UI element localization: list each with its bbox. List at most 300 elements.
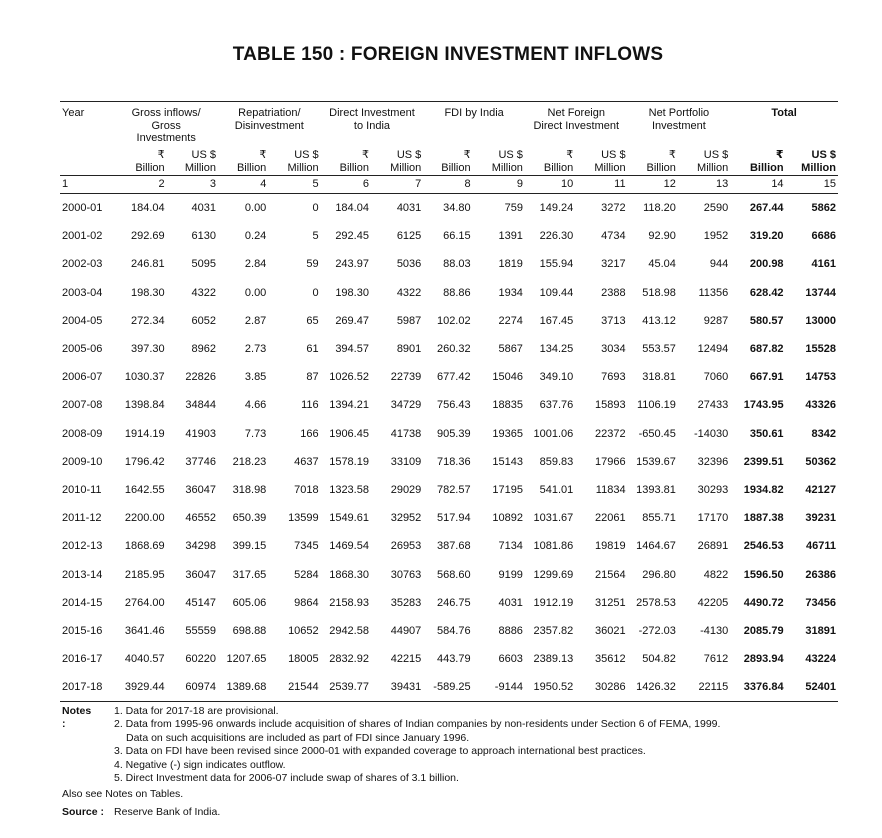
table-row [60, 673, 838, 701]
value-cell: 317.65 [232, 568, 267, 581]
value-cell: 1081.86 [533, 540, 574, 553]
value-cell: 15143 [492, 455, 523, 468]
value-cell: 568.60 [436, 568, 471, 581]
value-cell: 2590 [703, 202, 729, 215]
value-cell: 6686 [811, 230, 836, 243]
group-header-repatriation: Repatriation/ Disinvestment [234, 107, 304, 132]
table-row [60, 476, 838, 504]
value-cell: 5284 [294, 568, 319, 581]
unit-header-cell: ₹ Billion [749, 149, 784, 174]
column-number-cell: 6 [362, 178, 369, 190]
value-cell: 29029 [390, 483, 422, 496]
value-cell: 8342 [811, 427, 836, 440]
value-cell: 1026.52 [329, 371, 369, 384]
value-cell: 66.15 [443, 230, 471, 243]
value-cell: 349.10 [539, 371, 574, 384]
value-cell: 17195 [492, 483, 523, 496]
value-cell: 4322 [396, 286, 422, 299]
value-cell: 35283 [390, 596, 422, 609]
value-cell: 8962 [191, 343, 216, 356]
table-row [60, 617, 838, 645]
value-cell: 4040.57 [124, 653, 165, 666]
year-cell: 2006-07 [62, 371, 103, 384]
year-cell: 2012-13 [62, 540, 103, 553]
value-cell: 2.73 [244, 343, 267, 356]
value-cell: 1819 [498, 258, 523, 271]
value-cell: 1323.58 [329, 483, 369, 496]
note-item: 2. Data from 1995-96 onwards include acquisition of shares of Indian companies by non-residents under Section 6 of FEMA, 1999. [114, 718, 721, 731]
year-cell: 2010-11 [62, 483, 102, 496]
value-cell: 2546.53 [743, 540, 784, 553]
value-cell: 27433 [697, 399, 729, 412]
value-cell: -4130 [700, 624, 729, 637]
value-cell: 45.04 [648, 258, 676, 271]
value-cell: 1299.69 [533, 568, 574, 581]
value-cell: 35612 [594, 653, 626, 666]
value-cell: 855.71 [642, 512, 676, 525]
value-cell: 15893 [594, 399, 626, 412]
table-body [60, 194, 838, 702]
value-cell: 9864 [294, 596, 319, 609]
value-cell: 198.30 [131, 286, 165, 299]
value-cell: 2388 [601, 286, 626, 299]
value-cell: 4734 [601, 230, 626, 243]
table-row [60, 222, 838, 250]
value-cell: 2.87 [244, 314, 267, 327]
value-cell: 37746 [185, 455, 216, 468]
source-line [62, 806, 220, 818]
unit-header-row [60, 147, 838, 176]
value-cell: 7134 [498, 540, 523, 553]
value-cell: 5987 [396, 314, 422, 327]
table-row [60, 420, 838, 448]
notes-label: Notes : [62, 705, 92, 731]
note-item: 5. Direct Investment data for 2006-07 include swap of shares of 3.1 billion. [114, 772, 459, 785]
year-cell: 2009-10 [62, 455, 103, 468]
value-cell: 2.84 [244, 258, 267, 271]
value-cell: 718.36 [436, 455, 471, 468]
value-cell: 34729 [390, 399, 422, 412]
source-text: Reserve Bank of India. [114, 806, 221, 818]
column-number-cell: 13 [715, 178, 729, 190]
value-cell: 1549.61 [329, 512, 369, 525]
unit-header-cell: US $ Million [801, 149, 836, 174]
value-cell: 41738 [390, 427, 422, 440]
value-cell: 7612 [703, 653, 729, 666]
value-cell: 87 [306, 371, 319, 384]
value-cell: -589.25 [433, 681, 471, 694]
column-number-cell: 5 [312, 178, 319, 190]
value-cell: 10652 [288, 624, 319, 637]
value-cell: 7060 [703, 371, 729, 384]
value-cell: 11356 [698, 286, 729, 299]
value-cell: 1796.42 [124, 455, 165, 468]
value-cell: 6052 [191, 314, 216, 327]
value-cell: 1950.52 [533, 681, 574, 694]
value-cell: 1393.81 [636, 483, 676, 496]
value-cell: 8901 [396, 343, 422, 356]
value-cell: 36047 [185, 483, 216, 496]
value-cell: 59 [306, 258, 319, 271]
value-cell: 296.80 [642, 568, 676, 581]
value-cell: 218.23 [232, 455, 267, 468]
value-cell: 30286 [594, 681, 626, 694]
value-cell: 756.43 [436, 399, 471, 412]
value-cell: 413.12 [642, 314, 676, 327]
value-cell: 318.98 [232, 483, 267, 496]
value-cell: 1868.69 [124, 540, 165, 553]
unit-header-cell: ₹ Billion [135, 149, 165, 174]
value-cell: 2389.13 [533, 653, 574, 666]
value-cell: 13000 [805, 314, 836, 327]
value-cell: 541.01 [539, 483, 574, 496]
value-cell: 60220 [185, 653, 216, 666]
also-see-note: Also see Notes on Tables. [62, 788, 184, 800]
value-cell: 1031.67 [533, 512, 574, 525]
column-number-cell: 11 [614, 178, 626, 190]
value-cell: 44907 [390, 624, 422, 637]
value-cell: 26953 [390, 540, 422, 553]
source-label: Source : [62, 806, 105, 818]
value-cell: 944 [709, 258, 729, 271]
value-cell: 1030.37 [124, 371, 165, 384]
value-cell: 88.86 [443, 286, 471, 299]
value-cell: 52401 [805, 681, 836, 694]
value-cell: 2185.95 [124, 568, 165, 581]
table-row [60, 279, 838, 307]
value-cell: 55559 [185, 624, 216, 637]
value-cell: 4322 [191, 286, 216, 299]
table-row [60, 504, 838, 532]
value-cell: 15528 [805, 343, 836, 356]
group-header-total: Total [771, 107, 797, 119]
note-item: 4. Negative (-) sign indicates outflow. [114, 758, 286, 771]
value-cell: 637.76 [539, 399, 574, 412]
unit-header-cell: US $ Million [184, 149, 216, 174]
value-cell: 1868.30 [329, 568, 369, 581]
column-number-cell: 4 [260, 178, 267, 190]
table-row [60, 335, 838, 363]
value-cell: 6603 [498, 653, 523, 666]
value-cell: 19819 [594, 540, 626, 553]
value-cell: 0 [312, 202, 319, 215]
value-cell: 267.44 [749, 202, 784, 215]
value-cell: 17170 [697, 512, 729, 525]
column-number-cell: 9 [516, 178, 523, 190]
value-cell: 0 [312, 286, 319, 299]
value-cell: 677.42 [436, 371, 471, 384]
value-cell: 1469.54 [329, 540, 369, 553]
value-cell: 50362 [805, 455, 836, 468]
value-cell: 21564 [594, 568, 626, 581]
value-cell: 198.30 [335, 286, 369, 299]
value-cell: 1887.38 [743, 512, 784, 525]
value-cell: 7693 [601, 371, 626, 384]
value-cell: 22061 [594, 512, 626, 525]
value-cell: 22739 [390, 371, 422, 384]
year-cell: 2016-17 [62, 653, 103, 666]
value-cell: 4.66 [244, 399, 267, 412]
value-cell: 4031 [191, 202, 216, 215]
value-cell: 33109 [390, 455, 422, 468]
value-cell: 88.03 [443, 258, 471, 271]
value-cell: -272.03 [638, 624, 676, 637]
value-cell: 397.30 [131, 343, 165, 356]
table-row [60, 560, 838, 588]
value-cell: 36047 [185, 568, 216, 581]
value-cell: 246.81 [131, 258, 165, 271]
unit-header-blank [60, 147, 114, 176]
value-cell: 22372 [594, 427, 626, 440]
value-cell: 118.20 [643, 202, 676, 215]
year-cell: 2015-16 [62, 624, 103, 637]
unit-header-cell: US $ Million [697, 149, 729, 174]
value-cell: 134.25 [539, 343, 574, 356]
value-cell: 1106.19 [636, 399, 676, 412]
value-cell: 2578.53 [636, 596, 676, 609]
value-cell: 2200.00 [124, 512, 165, 525]
value-cell: 19365 [492, 427, 523, 440]
year-cell: 2002-03 [62, 258, 103, 271]
year-cell: 2008-09 [62, 427, 103, 440]
value-cell: 167.45 [539, 314, 574, 327]
value-cell: 3713 [601, 314, 626, 327]
year-cell: 2013-14 [62, 568, 103, 581]
value-cell: 2832.92 [329, 653, 369, 666]
value-cell: 184.04 [335, 202, 369, 215]
value-cell: 2274 [498, 314, 523, 327]
value-cell: 45147 [185, 596, 216, 609]
value-cell: 22826 [185, 371, 216, 384]
value-cell: -9144 [494, 681, 523, 694]
value-cell: 0.00 [244, 202, 267, 215]
value-cell: 292.45 [335, 230, 369, 243]
value-cell: 8886 [498, 624, 523, 637]
value-cell: 22115 [698, 681, 729, 694]
column-number-cell: 2 [158, 178, 165, 190]
value-cell: 3034 [601, 343, 626, 356]
value-cell: 1391 [498, 230, 523, 243]
column-number-row [60, 176, 838, 194]
value-cell: 3641.46 [124, 624, 165, 637]
value-cell: 39231 [805, 512, 836, 525]
unit-header-cell: ₹ Billion [236, 149, 267, 174]
value-cell: 504.82 [642, 653, 676, 666]
value-cell: 5862 [811, 202, 836, 215]
value-cell: 14753 [805, 371, 836, 384]
value-cell: 3272 [601, 202, 626, 215]
value-cell: 260.32 [436, 343, 471, 356]
value-cell: 759 [504, 202, 523, 215]
value-cell: 1743.95 [743, 399, 784, 412]
value-cell: 4031 [396, 202, 422, 215]
year-cell: 2004-05 [62, 314, 103, 327]
value-cell: 1539.67 [636, 455, 676, 468]
unit-header-cell: US $ Million [390, 149, 422, 174]
column-number-cell: 8 [464, 178, 471, 190]
value-cell: 7018 [294, 483, 319, 496]
value-cell: 5095 [191, 258, 216, 271]
value-cell: 34.80 [443, 202, 471, 215]
unit-header-cell: ₹ Billion [543, 149, 574, 174]
value-cell: 42215 [390, 653, 422, 666]
value-cell: 7.73 [244, 427, 267, 440]
value-cell: 350.61 [749, 427, 784, 440]
value-cell: 65 [306, 314, 319, 327]
value-cell: 5 [312, 230, 319, 243]
value-cell: 1642.55 [124, 483, 165, 496]
unit-header-cell: US $ Million [594, 149, 626, 174]
table-title: TABLE 150 : FOREIGN INVESTMENT INFLOWS [232, 44, 664, 65]
value-cell: 61 [306, 343, 319, 356]
column-number-cell: 3 [209, 178, 216, 190]
value-cell: 1578.19 [329, 455, 369, 468]
value-cell: 580.57 [749, 314, 784, 327]
value-cell: 1952 [703, 230, 729, 243]
value-cell: 605.06 [232, 596, 267, 609]
value-cell: 18835 [492, 399, 523, 412]
value-cell: 905.39 [436, 427, 471, 440]
unit-header-cell: ₹ Billion [646, 149, 676, 174]
value-cell: 272.34 [131, 314, 165, 327]
table-row [60, 448, 838, 476]
value-cell: 18005 [288, 653, 319, 666]
column-number-cell: 15 [823, 178, 836, 190]
value-cell: 32396 [697, 455, 729, 468]
note-item: 3. Data on FDI have been revised since 2000-01 with expanded coverage to approach international best practices. [114, 745, 646, 758]
value-cell: 17966 [594, 455, 626, 468]
column-number-cell: 10 [561, 178, 574, 190]
value-cell: 92.90 [648, 230, 676, 243]
table-row [60, 194, 838, 223]
value-cell: 628.42 [749, 286, 784, 299]
year-cell: 2000-01 [62, 202, 103, 215]
year-cell: 2017-18 [62, 681, 103, 694]
value-cell: 1906.45 [329, 427, 369, 440]
value-cell: 226.30 [539, 230, 574, 243]
value-cell: 2399.51 [743, 455, 784, 468]
value-cell: 1934 [498, 286, 523, 299]
value-cell: 2539.77 [329, 681, 369, 694]
value-cell: 319.20 [749, 230, 784, 243]
year-cell: 2001-02 [62, 230, 103, 243]
value-cell: 39431 [390, 681, 422, 694]
value-cell: 10892 [492, 512, 523, 525]
value-cell: 292.69 [131, 230, 165, 243]
table-row [60, 363, 838, 391]
value-cell: 116 [301, 399, 319, 412]
year-cell: 2005-06 [62, 343, 103, 356]
table-row [60, 645, 838, 673]
value-cell: 687.82 [749, 343, 784, 356]
year-cell: 2014-15 [62, 596, 103, 609]
value-cell: 13744 [805, 286, 836, 299]
value-cell: 394.57 [335, 343, 369, 356]
value-cell: 517.94 [436, 512, 471, 525]
value-cell: 31891 [805, 624, 836, 637]
value-cell: 1398.84 [124, 399, 165, 412]
value-cell: 30763 [390, 568, 422, 581]
value-cell: 2942.58 [329, 624, 369, 637]
note-item: Data on such acquisitions are included as part of FDI since January 1996. [126, 731, 470, 744]
unit-header-cell: US $ Million [287, 149, 319, 174]
table-row [60, 307, 838, 335]
group-header-net-fdi: Net Foreign Direct Investment [533, 107, 620, 132]
value-cell: 200.98 [749, 258, 784, 271]
value-cell: 4490.72 [743, 596, 784, 609]
group-header-gross-inflows: Gross inflows/ Gross Investments [131, 107, 201, 144]
value-cell: 4161 [811, 258, 836, 271]
value-cell: 1934.82 [743, 483, 784, 496]
value-cell: 2085.79 [743, 624, 784, 637]
value-cell: 443.79 [436, 653, 471, 666]
value-cell: 243.97 [335, 258, 369, 271]
value-cell: 318.81 [642, 371, 676, 384]
table-row [60, 532, 838, 560]
value-cell: 6130 [191, 230, 216, 243]
value-cell: 782.57 [436, 483, 471, 496]
value-cell: 30293 [697, 483, 729, 496]
value-cell: 0.24 [244, 230, 267, 243]
value-cell: 3929.44 [124, 681, 165, 694]
value-cell: 6125 [396, 230, 422, 243]
value-cell: 1914.19 [124, 427, 165, 440]
value-cell: 34844 [185, 399, 216, 412]
value-cell: 3217 [601, 258, 626, 271]
value-cell: 667.91 [749, 371, 784, 384]
group-header-net-portfolio: Net Portfolio Investment [648, 107, 710, 132]
year-cell: 2007-08 [62, 399, 103, 412]
value-cell: 32952 [390, 512, 422, 525]
unit-header-cell: ₹ Billion [339, 149, 369, 174]
value-cell: 15046 [492, 371, 523, 384]
value-cell: 60974 [185, 681, 216, 694]
value-cell: 21544 [288, 681, 319, 694]
value-cell: 155.94 [539, 258, 574, 271]
value-cell: 13599 [288, 512, 319, 525]
header-group-row [60, 102, 838, 148]
value-cell: 1207.65 [226, 653, 267, 666]
value-cell: 9199 [498, 568, 523, 581]
year-cell: 2011-12 [62, 512, 102, 525]
value-cell: 31251 [594, 596, 626, 609]
value-cell: 246.75 [436, 596, 471, 609]
value-cell: 26891 [697, 540, 729, 553]
value-cell: 73456 [805, 596, 836, 609]
column-number-cell: 1 [62, 178, 69, 190]
value-cell: 2893.94 [743, 653, 784, 666]
value-cell: 698.88 [232, 624, 267, 637]
value-cell: 584.76 [436, 624, 471, 637]
table-row [60, 589, 838, 617]
year-cell: 2003-04 [62, 286, 103, 299]
group-header-fdi-by-india: FDI by India [444, 107, 504, 119]
unit-header-cell: US $ Million [491, 149, 523, 174]
value-cell: 2158.93 [329, 596, 369, 609]
value-cell: 3.85 [244, 371, 267, 384]
value-cell: 11834 [595, 483, 626, 496]
value-cell: 1426.32 [636, 681, 676, 694]
value-cell: 4637 [294, 455, 319, 468]
value-cell: 36021 [594, 624, 626, 637]
value-cell: 4822 [703, 568, 729, 581]
value-cell: 387.68 [436, 540, 471, 553]
value-cell: 149.24 [539, 202, 574, 215]
value-cell: 34298 [185, 540, 216, 553]
year-header: Year [62, 107, 85, 119]
value-cell: 102.02 [436, 314, 471, 327]
value-cell: 166 [300, 427, 319, 440]
